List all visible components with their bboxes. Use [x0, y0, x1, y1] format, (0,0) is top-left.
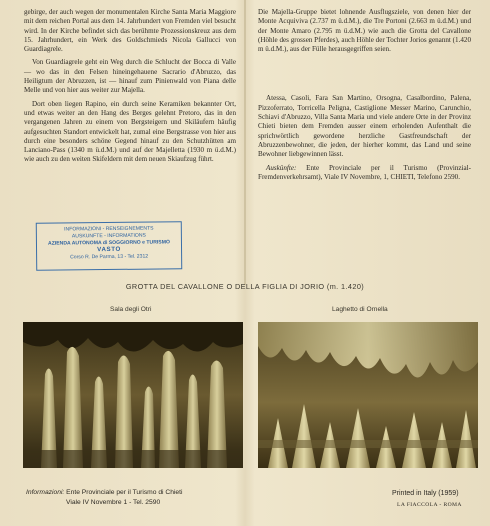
stalactite-image-left — [23, 322, 243, 468]
right-paragraph-3 — [258, 164, 471, 183]
right-photo-caption: Laghetto di Ornella — [332, 306, 388, 313]
section-title: GROTTA DEL CAVALLONE O DELLA FIGLIA DI JORIO (m. 1.420) — [125, 282, 365, 291]
right-paragraph-1: Die Majella-Gruppe bietet lohnende Ausflugsziele, von denen hier der Monte Acquiviva (2.737 m ü.d.M.), die Tre Portoni (2.663 m ü.d.M.) und der Monte Amaro (2.795 m ü.d.M.) wie auch die Grotta del Cavallone (Höhle des grossen Pferdes), auch Höhle der Tochter Jorios genannt (1.420 m ü.d.M.), aus der Fülle herausgegriffen seien. — [258, 8, 471, 54]
information-label: Auskünfte: — [266, 163, 297, 172]
cave-photo-left — [23, 322, 243, 468]
stamp-line-1: INFORMAZIONI - RENSEIGNEMENTS — [64, 225, 154, 233]
footer-info-label: Informazioni: — [26, 489, 65, 496]
right-paragraph-2: Atessa, Casoli, Fara San Martino, Orsogna, Casalbordino, Palena, Pizzoferrato, Torricella Peligna, Castiglione Messer Marino, Carunchio, Schiavi d'Abruzzo, Villa Santa Maria und viele andere Orte in der Provinz Chieti bieten dem Fremden ausser einem erholenden Aufenthalt die sprichwörtlich gewordene herzliche Gastfreundschaft der Abruzzenbewohner, die jeden, der hierher kommt, das Land und seine Bewohner liebgewinnen lässt. — [258, 94, 471, 159]
footer-info-text: Ente Provinciale per il Turismo di Chieti — [64, 489, 183, 496]
cave-photo-right — [258, 322, 478, 468]
footer-info-line-2: Viale IV Novembre 1 - Tel. 2590 — [66, 499, 161, 506]
stalactite-image-right — [258, 322, 478, 468]
left-paragraph-1: gebirge, der auch wegen der monumentalen Kirche Santa Maria Maggiore mit dem reichen Portal aus dem 14. Jahrhundert von Fremden viel besucht wird. In der Kirche befindet sich das berühmte Prozessionskreuz aus dem 15. Jahrhundert, ein Werk des Goldschmieds Nicola Gallucci von Guardiagrele. — [24, 8, 236, 54]
stamp-line-2: AUSKUNFTE - INFORMATIONS — [71, 232, 146, 240]
page-fold — [244, 0, 246, 285]
stamp-line-4: VASTO — [97, 246, 121, 254]
footer-information — [26, 488, 183, 508]
stamp-line-5: Corso R. De Parma, 13 - Tel. 2312 — [70, 253, 149, 261]
right-text-column — [258, 8, 471, 186]
printed-in-italy: Printed in Italy (1959) — [392, 490, 459, 497]
footer-info-line-1 — [26, 488, 183, 498]
left-photo-caption: Sala degli Otri — [110, 306, 152, 313]
tourism-office-stamp — [36, 221, 182, 271]
left-paragraph-3: Dort oben liegen Rapino, ein durch seine Keramiken bekannter Ort, und etwas weiter an den Hang des Berges gelehnt Pretoro, das in den vergangenen Jahren zu einem von Bergsteigern und Skiläufern häufig aufgesuchten Standort entwickelt hat, zumal eine Bergstrasse von hier aus durch eine besonders schöne Gegend hinauf zu den Schutzhütten am Lanciano-Pass (1340 m ü.d.M.) und auf der Majelletta (1930 m ü.d.M.) wie auch zu den weiten Skifeldern mit dem neuen Skiaufzug führt. — [24, 99, 236, 164]
information-text: Ente Provinciale per il Turismo (Provinzial-Fremdenverkehrsamt), Viale IV Novembre, 1, CHIETI, Telefono 2590. — [258, 163, 471, 181]
left-paragraph-2: Von Guardiagrele geht ein Weg durch die Schlucht der Bocca di Valle — wo das in den Felsen hineingehauene Sacrario d'Abruzzo, das Heiligtum der Abruzzen, ist — hinauf zum Pinienwald von Piana delle Melle und von hier aus weiter zur Majella. — [24, 58, 236, 95]
printer-name: LA FIACCOLA - ROMA — [397, 502, 462, 508]
left-text-column — [24, 8, 236, 169]
stamp-line-3: AZIENDA AUTONOMA di SOGGIORNO e TURISMO — [47, 238, 170, 247]
